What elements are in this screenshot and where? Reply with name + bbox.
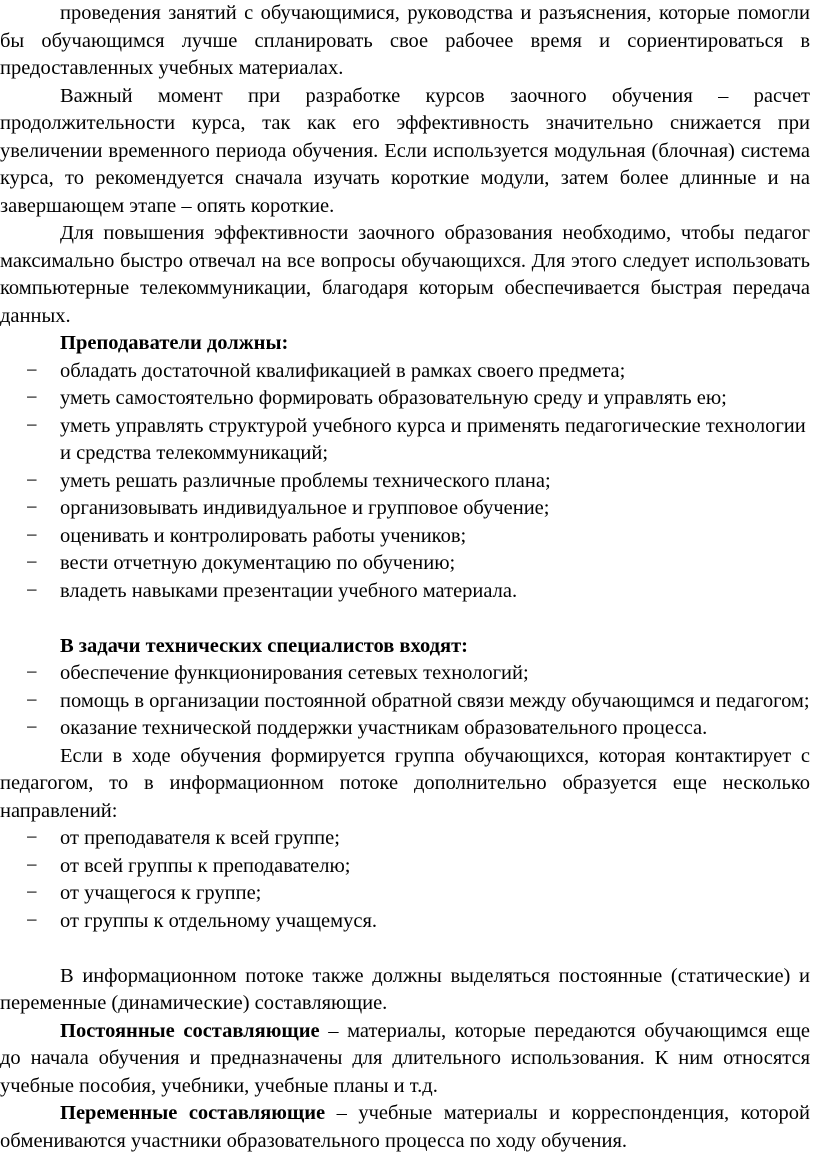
paragraph-constant-components: Постоянные составляющие – материалы, которые передаются обучающимся еще до начала обучения и предназначены для длительного использования. К ним относятся учебные пособия, учебники, учебные планы и т.д. bbox=[0, 1019, 810, 1097]
list-item: − уметь решать различные проблемы технического плана; bbox=[0, 468, 810, 496]
paragraph-efficiency: Для повышения эффективности заочного образования необходимо, чтобы педагог максимально быстро отвечал на все вопросы обучающихся. Для этого следует использовать компьютерные телекоммуникации, благодаря которым обеспечивается быстрая передача данных. bbox=[0, 222, 810, 327]
list-item: − оказание технической поддержки участникам образовательного процесса. bbox=[0, 715, 810, 743]
dash-bullet-icon: − bbox=[26, 469, 38, 492]
list-item: − вести отчетную документацию по обучению; bbox=[0, 550, 810, 578]
paragraph-course-duration: Важный момент при разработке курсов заочного обучения – расчет продолжительности курса, так как его эффективность значительно снижается при увеличении временного периода обучения. Если используется модульная (блочная) система курса, то рекомендуется сначала изучать короткие модули, затем более длинные и на завершающем этапе – опять короткие. bbox=[0, 84, 810, 217]
list-item: − владеть навыками презентации учебного материала. bbox=[0, 578, 810, 606]
dash-bullet-icon: − bbox=[26, 827, 38, 849]
term-variable: Переменные составляющие bbox=[60, 1102, 326, 1124]
dash-bullet-icon: − bbox=[26, 387, 38, 409]
list-item: − от группы к отдельному учащемуся. bbox=[0, 908, 810, 936]
list-item: − от учащегося к группе; bbox=[0, 880, 810, 908]
tech-specialists-heading: В задачи технических специалистов входят: bbox=[60, 634, 468, 657]
teachers-list bbox=[0, 358, 810, 606]
dash-bullet-icon: − bbox=[26, 882, 38, 904]
term-constant: Постоянные составляющие bbox=[60, 1019, 320, 1042]
dash-bullet-icon: − bbox=[26, 497, 38, 519]
flow-directions-list bbox=[0, 825, 810, 935]
dash-bullet-icon: − bbox=[26, 662, 38, 684]
list-item: − обеспечение функционирования сетевых технологий; bbox=[0, 660, 810, 688]
dash-bullet-icon: − bbox=[26, 524, 38, 547]
paragraph-group-flow: Если в ходе обучения формируется группа обучающихся, которая контактирует с педагогом, то в информационном потоке дополнительно образуется еще несколько направлений: bbox=[0, 744, 810, 822]
dash-bullet-icon: − bbox=[26, 854, 38, 877]
dash-bullet-icon: − bbox=[26, 359, 38, 382]
list-item: − уметь самостоятельно формировать образовательную среду и управлять ею; bbox=[0, 385, 810, 413]
paragraph-variable-components: Переменные составляющие – учебные материалы и корреспонденция, которой обмениваются участники образовательного процесса по ходу обучения. bbox=[0, 1102, 810, 1152]
list-item: − уметь управлять структурой учебного курса и применять педагогические технологии и средства телекоммуникаций; bbox=[26, 414, 806, 464]
spacer bbox=[0, 935, 810, 963]
list-item: − от преподавателя к всей группе; bbox=[0, 825, 810, 853]
dash-bullet-icon: − bbox=[26, 579, 38, 602]
dash-bullet-icon: − bbox=[26, 689, 38, 712]
paragraph-info-flow: В информационном потоке также должны выделяться постоянные (статические) и переменные (динамические) составляющие. bbox=[0, 964, 810, 1014]
list-item: − организовывать индивидуальное и групповое обучение; bbox=[0, 495, 810, 523]
dash-bullet-icon: − bbox=[26, 717, 38, 739]
list-item: − от всей группы к преподавателю; bbox=[0, 853, 810, 881]
tech-specialists-list bbox=[0, 660, 810, 743]
list-item: − помощь в организации постоянной обратной связи между обучающимся и педагогом; bbox=[0, 688, 810, 716]
dash-bullet-icon: − bbox=[26, 909, 38, 932]
paragraph-intro-continuation: проведения занятий с обучающимися, руководства и разъяснения, которые помогли бы обучающимся лучше спланировать свое рабочее время и сориентироваться в предоставленных учебных материалах. bbox=[0, 2, 810, 79]
dash-bullet-icon: − bbox=[26, 552, 38, 574]
list-item: − обладать достаточной квалификацией в рамках своего предмета; bbox=[0, 358, 810, 386]
list-item: − оценивать и контролировать работы учеников; bbox=[0, 523, 810, 551]
spacer bbox=[0, 605, 810, 633]
dash-bullet-icon: − bbox=[26, 414, 38, 437]
teachers-heading: Преподаватели должны: bbox=[60, 332, 289, 354]
